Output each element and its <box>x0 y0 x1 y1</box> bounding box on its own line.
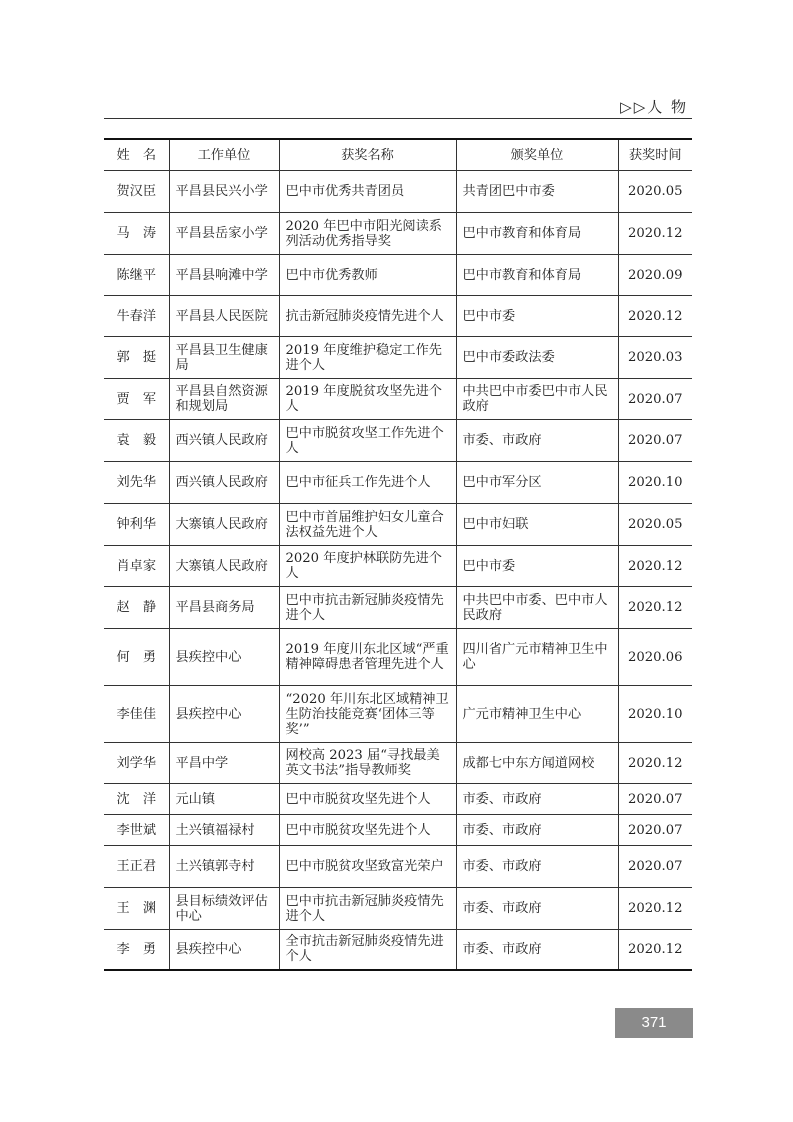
date-cell: 2020.07 <box>618 846 692 888</box>
name-cell: 肖卓家 <box>104 546 169 587</box>
award-cell: 2019 年度川东北区域“严重精神障碍患者管理先进个人 <box>279 629 456 686</box>
name-cell: 陈继平 <box>104 255 169 296</box>
table-row <box>104 504 692 546</box>
unit-cell: 平昌县岳家小学 <box>169 213 279 255</box>
date-cell: 2020.10 <box>618 462 692 504</box>
date-cell: 2020.10 <box>618 686 692 743</box>
table-row <box>104 846 692 888</box>
date-cell: 2020.09 <box>618 255 692 296</box>
name-cell: 李佳佳 <box>104 686 169 743</box>
table-header-row <box>104 139 692 171</box>
table-row <box>104 213 692 255</box>
table-row <box>104 686 692 743</box>
table-row <box>104 420 692 462</box>
award-cell: 巴中市优秀共青团员 <box>279 171 456 213</box>
award-cell: 2019 年度脱贫攻坚先进个人 <box>279 379 456 420</box>
issuer-cell: 中共巴中市委、巴中市人民政府 <box>456 587 618 629</box>
table-row <box>104 546 692 587</box>
name-cell: 贺汉臣 <box>104 171 169 213</box>
issuer-cell: 巴中市教育和体育局 <box>456 213 618 255</box>
table-row <box>104 629 692 686</box>
unit-cell: 土兴镇郭寺村 <box>169 846 279 888</box>
name-cell: 王 渊 <box>104 888 169 930</box>
issuer-cell: 市委、市政府 <box>456 888 618 930</box>
name-cell: 王正君 <box>104 846 169 888</box>
header-rule <box>104 118 692 119</box>
award-cell: 巴中市脱贫攻坚先进个人 <box>279 784 456 815</box>
date-cell: 2020.12 <box>618 888 692 930</box>
unit-cell: 平昌县响滩中学 <box>169 255 279 296</box>
award-cell: “2020 年川东北区域精神卫生防治技能竞赛‘团体三等奖’” <box>279 686 456 743</box>
unit-cell: 大寨镇人民政府 <box>169 504 279 546</box>
date-cell: 2020.06 <box>618 629 692 686</box>
column-header-date: 获奖时间 <box>618 139 692 171</box>
table-row <box>104 379 692 420</box>
date-cell: 2020.12 <box>618 296 692 337</box>
unit-cell: 县疾控中心 <box>169 930 279 970</box>
issuer-cell: 广元市精神卫生中心 <box>456 686 618 743</box>
name-cell: 沈 洋 <box>104 784 169 815</box>
date-cell: 2020.05 <box>618 171 692 213</box>
unit-cell: 平昌县民兴小学 <box>169 171 279 213</box>
table-row <box>104 815 692 846</box>
issuer-cell: 市委、市政府 <box>456 846 618 888</box>
table-row <box>104 930 692 970</box>
column-header-award: 获奖名称 <box>279 139 456 171</box>
date-cell: 2020.12 <box>618 546 692 587</box>
table-row <box>104 888 692 930</box>
award-cell: 巴中市抗击新冠肺炎疫情先进个人 <box>279 888 456 930</box>
award-cell: 巴中市脱贫攻坚致富光荣户 <box>279 846 456 888</box>
name-cell: 李世斌 <box>104 815 169 846</box>
column-header-unit: 工作单位 <box>169 139 279 171</box>
award-cell: 抗击新冠肺炎疫情先进个人 <box>279 296 456 337</box>
running-header <box>104 96 692 120</box>
issuer-cell: 市委、市政府 <box>456 420 618 462</box>
award-cell: 巴中市脱贫攻坚先进个人 <box>279 815 456 846</box>
table-row <box>104 462 692 504</box>
issuer-cell: 共青团巴中市委 <box>456 171 618 213</box>
name-cell: 赵 静 <box>104 587 169 629</box>
unit-cell: 大寨镇人民政府 <box>169 546 279 587</box>
table-row <box>104 784 692 815</box>
name-cell: 马 涛 <box>104 213 169 255</box>
issuer-cell: 中共巴中市委巴中市人民政府 <box>456 379 618 420</box>
name-cell: 贾 军 <box>104 379 169 420</box>
table-row <box>104 587 692 629</box>
award-cell: 网校高 2023 届“寻找最美英文书法”指导教师奖 <box>279 743 456 784</box>
unit-cell: 县疾控中心 <box>169 686 279 743</box>
table-row <box>104 337 692 379</box>
issuer-cell: 巴中市军分区 <box>456 462 618 504</box>
date-cell: 2020.12 <box>618 587 692 629</box>
issuer-cell: 巴中市教育和体育局 <box>456 255 618 296</box>
unit-cell: 元山镇 <box>169 784 279 815</box>
table-row <box>104 296 692 337</box>
award-cell: 巴中市优秀教师 <box>279 255 456 296</box>
award-cell: 巴中市脱贫攻坚工作先进个人 <box>279 420 456 462</box>
page-number: 371 <box>615 1008 693 1038</box>
date-cell: 2020.07 <box>618 815 692 846</box>
issuer-cell: 成都七中东方闻道网校 <box>456 743 618 784</box>
name-cell: 郭 挺 <box>104 337 169 379</box>
table-row <box>104 171 692 213</box>
award-cell: 2020 年度护林联防先进个人 <box>279 546 456 587</box>
issuer-cell: 巴中市委 <box>456 296 618 337</box>
column-header-name: 姓 名 <box>104 139 169 171</box>
issuer-cell: 四川省广元市精神卫生中心 <box>456 629 618 686</box>
name-cell: 钟利华 <box>104 504 169 546</box>
date-cell: 2020.12 <box>618 213 692 255</box>
date-cell: 2020.07 <box>618 379 692 420</box>
name-cell: 刘学华 <box>104 743 169 784</box>
unit-cell: 平昌县人民医院 <box>169 296 279 337</box>
date-cell: 2020.03 <box>618 337 692 379</box>
award-cell: 巴中市首届维护妇女儿童合法权益先进个人 <box>279 504 456 546</box>
issuer-cell: 巴中市妇联 <box>456 504 618 546</box>
awards-table <box>104 138 692 971</box>
issuer-cell: 巴中市委政法委 <box>456 337 618 379</box>
date-cell: 2020.12 <box>618 930 692 970</box>
section-title: ▷▷人 物 <box>620 98 688 116</box>
award-cell: 2020 年巴中市阳光阅读系列活动优秀指导奖 <box>279 213 456 255</box>
name-cell: 刘先华 <box>104 462 169 504</box>
name-cell: 牛春洋 <box>104 296 169 337</box>
column-header-issuer: 颁奖单位 <box>456 139 618 171</box>
unit-cell: 平昌中学 <box>169 743 279 784</box>
award-cell: 全市抗击新冠肺炎疫情先进个人 <box>279 930 456 970</box>
unit-cell: 县目标绩效评估中心 <box>169 888 279 930</box>
table-row <box>104 255 692 296</box>
unit-cell: 平昌县卫生健康局 <box>169 337 279 379</box>
date-cell: 2020.07 <box>618 784 692 815</box>
unit-cell: 县疾控中心 <box>169 629 279 686</box>
issuer-cell: 市委、市政府 <box>456 930 618 970</box>
unit-cell: 平昌县商务局 <box>169 587 279 629</box>
issuer-cell: 市委、市政府 <box>456 784 618 815</box>
name-cell: 李 勇 <box>104 930 169 970</box>
award-cell: 2019 年度维护稳定工作先进个人 <box>279 337 456 379</box>
unit-cell: 平昌县自然资源和规划局 <box>169 379 279 420</box>
unit-cell: 西兴镇人民政府 <box>169 462 279 504</box>
name-cell: 何 勇 <box>104 629 169 686</box>
name-cell: 袁 毅 <box>104 420 169 462</box>
issuer-cell: 市委、市政府 <box>456 815 618 846</box>
table-row <box>104 743 692 784</box>
award-cell: 巴中市征兵工作先进个人 <box>279 462 456 504</box>
issuer-cell: 巴中市委 <box>456 546 618 587</box>
award-cell: 巴中市抗击新冠肺炎疫情先进个人 <box>279 587 456 629</box>
date-cell: 2020.12 <box>618 743 692 784</box>
unit-cell: 土兴镇福禄村 <box>169 815 279 846</box>
unit-cell: 西兴镇人民政府 <box>169 420 279 462</box>
date-cell: 2020.05 <box>618 504 692 546</box>
date-cell: 2020.07 <box>618 420 692 462</box>
